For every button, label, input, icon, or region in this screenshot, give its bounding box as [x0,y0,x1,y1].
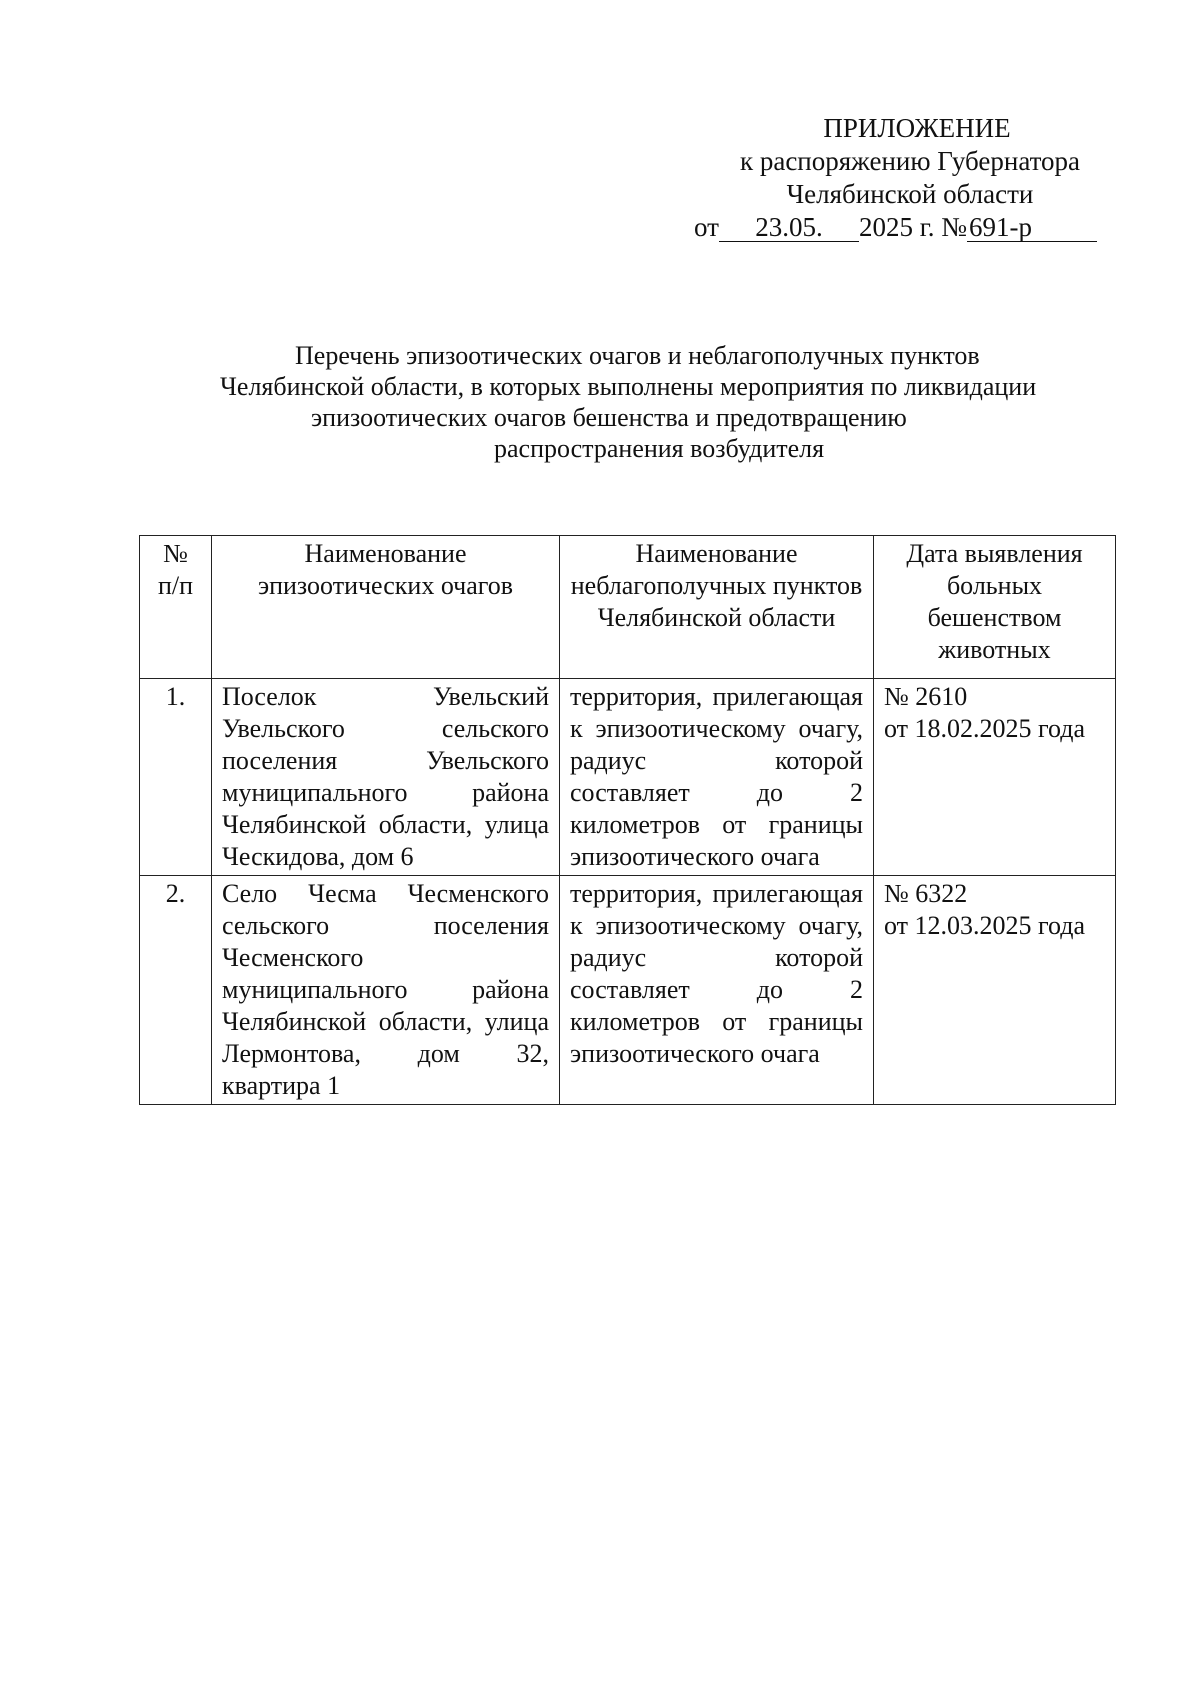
title-line-2: Челябинской области, в которых выполнены мероприятия по ликвидации [220,372,1037,401]
appendix-title: ПРИЛОЖЕНИЕ [823,113,1011,143]
row-doc-number: № 2610 [884,682,968,711]
row-doc-date: от 18.02.2025 года [884,714,1086,743]
row-date-cell [874,679,1116,876]
table-row [140,876,1116,1105]
appendix-date-line [694,211,1120,244]
table-row [140,679,1116,876]
appendix-region: Челябинской области [786,179,1034,209]
header-number: № п/п [140,536,212,679]
appendix-subtitle: к распоряжению Губернатора [739,146,1081,176]
order-number: 691-р [967,213,1097,242]
table-header-row [140,536,1116,679]
row-doc-date: от 12.03.2025 года [884,911,1086,940]
date-value: 23.05. [719,213,859,242]
row-area: территория, прилегающая к эпизоотическому очагу, радиус которой составляет до 2 километров от границы эпизоотического очага [560,876,874,1105]
row-doc-number: № 6322 [884,879,968,908]
from-label: от [694,212,719,242]
row-area: территория, прилегающая к эпизоотическому очагу, радиус которой составляет до 2 километров от границы эпизоотического очага [560,679,874,876]
appendix-header [694,112,1120,244]
foci-table [139,535,1116,1105]
header-areas: Наименование неблагополучных пунктов Челябинской области [560,536,874,679]
year-label: 2025 г. № [858,212,967,242]
row-focus: Село Чесма Чесменского сельского поселения Чесменского муниципального района Челябинской области, улица Лермонтова, дом 32, квартира 1 [212,876,560,1105]
row-number: 2. [140,876,212,1105]
document-title [200,340,1120,464]
header-foci: Наименование эпизоотических очагов [212,536,560,679]
row-focus: Поселок Увельский Увельского сельского поселения Увельского муниципального района Челябинской области, улица Ческидова, дом 6 [212,679,560,876]
title-line-1: Перечень эпизоотических очагов и неблагополучных пунктов [295,341,980,370]
row-date-cell [874,876,1116,1105]
row-number: 1. [140,679,212,876]
title-line-4: распространения возбудителя [494,434,825,463]
title-line-3: эпизоотических очагов бешенства и предотвращению [311,403,907,432]
header-date: Дата выявления больных бешенством животных [874,536,1116,679]
